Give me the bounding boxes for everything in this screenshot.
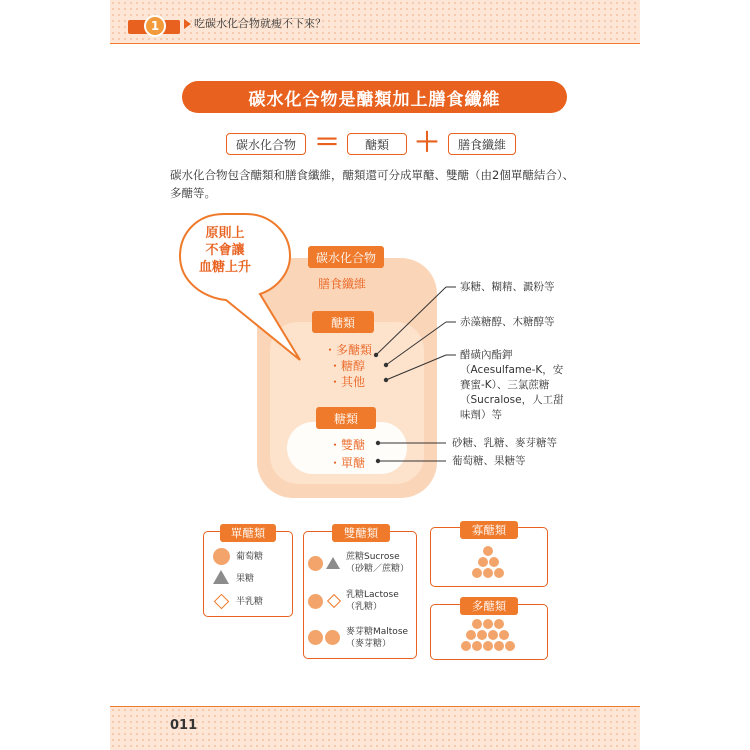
di-item-name: 麥芽糖Maltose [346, 627, 409, 637]
carbohydrate-tag: 碳水化合物 [308, 246, 384, 268]
mono-item: 果糖 [236, 574, 255, 584]
book-page [110, 0, 640, 750]
di-item-common: （麥芽糖） [346, 639, 392, 649]
sugar-tag: 醣類 [312, 311, 374, 333]
saccharide-tag: 糖類 [316, 407, 376, 429]
bubble-line: 不會讓 [205, 243, 245, 258]
chapter-number: 1 [144, 15, 166, 37]
glucose-circle-icon [325, 630, 340, 645]
bubble-line: 原則上 [205, 226, 245, 241]
note-line: 味劑）等 [460, 409, 502, 421]
mono-item: 半乳糖 [236, 597, 264, 607]
equation-carbohydrate: 碳水化合物 [226, 133, 306, 155]
di-legend-title: 雙醣類 [332, 524, 390, 542]
mono-item: 葡萄糖 [236, 552, 264, 562]
bubble-line: 血糖上升 [198, 260, 251, 275]
page-number: 011 [170, 718, 198, 733]
saccharide-item: ・雙醣 [329, 438, 366, 452]
chapter-title: 吃碳水化合物就瘦不下來？ [194, 17, 326, 30]
note-line: 醋磺內酯鉀 [460, 349, 513, 361]
equation-sugar: 醣類 [347, 133, 407, 155]
sugar-item: ・多醣類 [324, 343, 373, 357]
note-monosaccharide: 葡萄糖、果糖等 [452, 455, 526, 467]
poly-legend-title: 多醣類 [460, 597, 518, 615]
glucose-circle-icon [308, 630, 323, 645]
note-fiber: 寡糖、糊精、澱粉等 [460, 281, 555, 293]
saccharide-item: ・單醣 [329, 456, 366, 470]
note-disaccharide: 砂糖、乳糖、麥芽糖等 [452, 437, 557, 449]
mono-legend-title: 單醣類 [220, 524, 276, 542]
sugar-item: ・其他 [329, 375, 366, 389]
equation-fiber: 膳食纖維 [448, 133, 516, 155]
di-item [346, 626, 408, 650]
note-line: （Acesulfame-K，安 [460, 364, 564, 376]
section-title: 碳水化合物是醣類加上膳食纖維 [182, 81, 567, 113]
sugar-item: ・糖醇 [329, 359, 366, 373]
note-sugar-alcohol [460, 348, 564, 423]
glucose-circle-icon [308, 594, 323, 609]
di-item-name: 乳糖Lactose [346, 590, 399, 600]
di-item [346, 551, 409, 575]
di-item-name: 蔗糖Sucrose [346, 552, 400, 562]
note-line: 賽蜜-K）、三氯蔗糖 [460, 379, 550, 391]
fructose-triangle-icon [213, 570, 229, 584]
bubble-text [188, 225, 262, 276]
note-line: （Sucralose，人工甜 [460, 394, 564, 406]
di-item-common: （乳糖） [346, 602, 383, 612]
glucose-circle-icon [308, 556, 323, 571]
equals-sign: ＝ [314, 128, 341, 158]
oligo-legend-title: 寡醣類 [460, 521, 518, 539]
di-item-common: （砂糖／蔗糖） [346, 564, 410, 574]
glucose-circle-icon [213, 548, 230, 565]
fiber-label: 膳食纖維 [318, 277, 367, 291]
pointer-line [376, 287, 446, 355]
fructose-triangle-icon [326, 557, 340, 569]
intro-paragraph: 碳水化合物包含醣類和膳食纖維，醣類還可分成單醣、雙醣（由2個單醣結合）、多醣等。 [170, 168, 575, 200]
di-item [346, 589, 399, 613]
note-polysaccharide: 赤藻糖醇、木糖醇等 [460, 316, 555, 328]
plus-sign: ＋ [414, 128, 441, 158]
